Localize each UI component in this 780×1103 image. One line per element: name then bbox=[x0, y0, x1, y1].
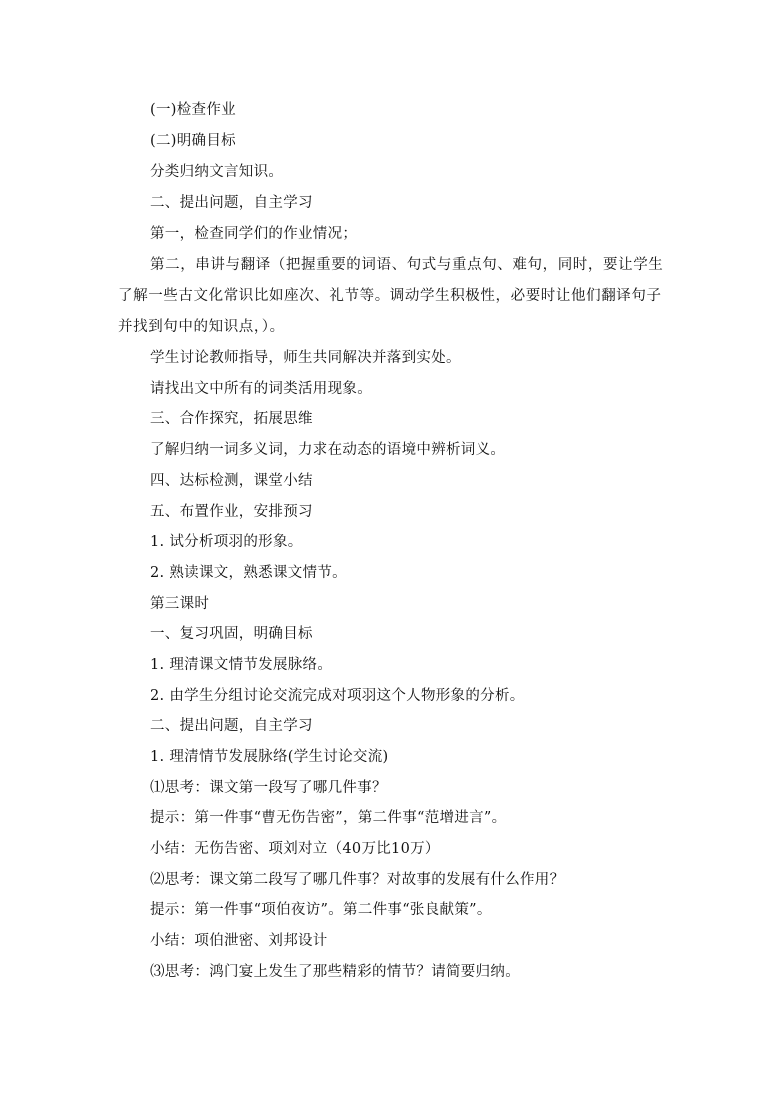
text-line: 学生讨论教师指导，师生共同解决并落到实处。 bbox=[150, 350, 461, 366]
question-line: ⑶思考：鸿门宴上发生了那些精彩的情节？请简要归纳。 bbox=[150, 964, 520, 980]
text-line: 请找出文中所有的词类活用现象。 bbox=[150, 381, 372, 397]
list-item: 1. 理清情节发展脉络(学生讨论交流) bbox=[150, 749, 389, 765]
hint-line: 提示：第一件事“曹无伤告密”，第二件事“范增进言”。 bbox=[150, 810, 507, 826]
heading-clear-goals: (二)明确目标 bbox=[150, 133, 236, 149]
lesson-heading: 第三课时 bbox=[150, 596, 210, 612]
question-line: ⑴思考：课文第一段写了哪几件事？ bbox=[150, 780, 387, 796]
list-item: 2. 熟读课文，熟悉课文情节。 bbox=[150, 565, 347, 581]
summary-line: 小结：无伤告密、项刘对立（40万比10万） bbox=[150, 841, 440, 857]
heading-check-homework: (一)检查作业 bbox=[150, 102, 236, 118]
question-line: ⑵思考：课文第二段写了哪几件事？对故事的发展有什么作用？ bbox=[150, 872, 565, 888]
text-line: 分类归纳文言知识。 bbox=[150, 164, 284, 180]
section-heading: 一、复习巩固，明确目标 bbox=[150, 626, 313, 642]
section-heading: 三、合作探究，拓展思维 bbox=[150, 411, 313, 427]
hint-line: 提示：第一件事“项伯夜访”。第二件事“张良献策”。 bbox=[150, 902, 492, 918]
section-heading: 五、布置作业，安排预习 bbox=[150, 504, 313, 520]
text-line: 了解归纳一词多义词，力求在动态的语境中辨析词义。 bbox=[150, 442, 506, 458]
list-item: 1. 试分析项羽的形象。 bbox=[150, 534, 303, 550]
paragraph-translation: 第二，串讲与翻译（把握重要的词语、句式与重点句、难句，同时，要让学生了解一些古文化常识比如座次、礼节等。调动学生积极性，必要时让他们翻译句子并找到句中的知识点，）。 bbox=[118, 257, 664, 335]
list-item: 1. 理清课文情节发展脉络。 bbox=[150, 657, 333, 673]
summary-line: 小结：项伯泄密、刘邦设计 bbox=[150, 933, 328, 949]
section-heading: 二、提出问题，自主学习 bbox=[150, 195, 313, 211]
text-line: 第一，检查同学们的作业情况； bbox=[150, 226, 358, 242]
section-heading: 四、达标检测，课堂小结 bbox=[150, 473, 313, 489]
list-item: 2. 由学生分组讨论交流完成对项羽这个人物形象的分析。 bbox=[150, 688, 525, 704]
section-heading: 二、提出问题，自主学习 bbox=[150, 718, 313, 734]
